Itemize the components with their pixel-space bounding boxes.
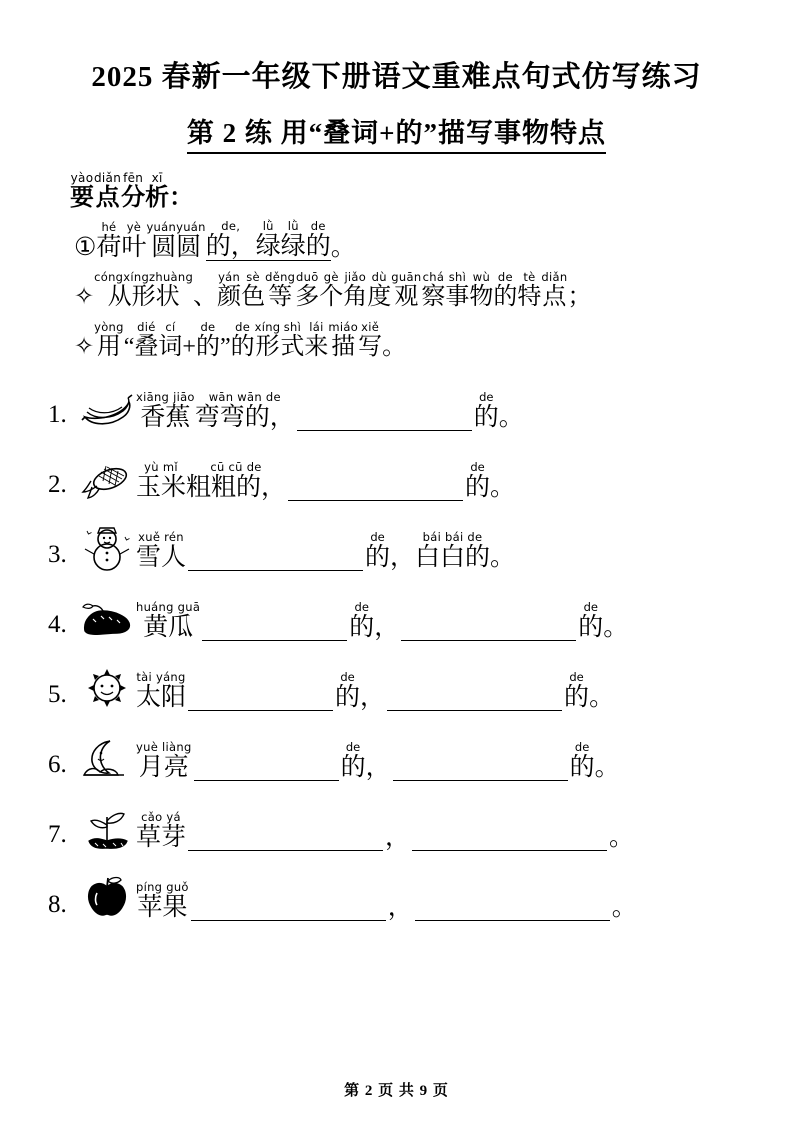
given-phrase: wān wān de 弯弯的， xyxy=(194,390,295,431)
list-item xyxy=(48,865,745,921)
de-particle: de 的 xyxy=(473,390,499,431)
pinyin-char: de, 的， xyxy=(205,219,256,260)
pinyin-char: diǎn 点 xyxy=(94,171,122,211)
answer-blank[interactable] xyxy=(188,544,363,571)
bullet-marker: ✧ xyxy=(74,334,95,360)
answer-blank[interactable] xyxy=(387,684,562,711)
given-phrase: cū cū de 粗粗的， xyxy=(186,460,287,501)
item-content xyxy=(136,671,745,711)
answer-blank[interactable] xyxy=(393,754,568,781)
pinyin-char: yán 颜 xyxy=(217,270,242,310)
page-footer: 第 2 页 共 9 页 xyxy=(344,1083,449,1099)
heading-colon: ： xyxy=(169,185,194,211)
de-particle: de 的 xyxy=(340,740,366,781)
list-item xyxy=(48,655,745,711)
mid-punct: ， xyxy=(374,614,400,641)
pinyin-word: tài yáng 太阳 xyxy=(136,670,187,711)
subtitle-wrapper xyxy=(48,111,745,154)
list-item xyxy=(48,375,745,431)
mid-punct: ， xyxy=(360,684,386,711)
item-content xyxy=(136,811,745,851)
given-phrase: bái bái de ，白白的。 xyxy=(390,530,516,571)
pinyin-char: shì 式 xyxy=(280,320,305,360)
moon-icon xyxy=(78,729,136,781)
answer-blank[interactable] xyxy=(288,474,463,501)
answer-blank[interactable] xyxy=(415,894,610,921)
de-particle: de 的 xyxy=(465,460,491,501)
list-item xyxy=(48,585,745,641)
pinyin-word: yù mǐ 玉米 xyxy=(136,460,187,501)
example-number: ① xyxy=(74,234,97,261)
pinyin-char: xíng 形 xyxy=(254,320,281,360)
pinyin-char: tè 特 xyxy=(517,270,542,310)
key-point-bullet-1: ✧ cóngxíngzhuàng 从形状 、 yán 颜 sè 色 děng 等 duō 多 gè 个 jiǎo 角 dù 度 guān 观 chá 察 shì 事 wù 物 de 的 tè 特 diǎn 点 ； xyxy=(74,270,592,310)
pinyin-char: xī 析 xyxy=(145,171,170,211)
answer-blank[interactable] xyxy=(202,614,347,641)
pinyin-char: děng 等 xyxy=(265,270,296,310)
answer-blank[interactable] xyxy=(188,824,383,851)
item-number: 7. xyxy=(48,821,67,848)
end-punct: 。 xyxy=(498,404,524,431)
list-item xyxy=(48,515,745,571)
answer-blank[interactable] xyxy=(412,824,607,851)
end-punct: 。 xyxy=(589,684,615,711)
snowman-icon xyxy=(78,519,136,571)
pinyin-char: de 的 xyxy=(195,320,220,360)
de-particle: de 的 xyxy=(349,600,375,641)
de-particle: de 的 xyxy=(365,530,391,571)
item-number: 2. xyxy=(48,471,67,498)
pinyin-word: xiāng jiāo 香蕉 xyxy=(136,390,195,431)
answer-blank[interactable] xyxy=(401,614,576,641)
list-item xyxy=(48,725,745,781)
pinyin-char: fēn 分 xyxy=(121,171,146,211)
item-content xyxy=(136,391,745,431)
exercise-list xyxy=(48,375,745,921)
end-punct: 。 xyxy=(490,474,516,501)
pinyin-char: cí 词 xyxy=(158,320,183,360)
answer-blank[interactable] xyxy=(297,404,472,431)
pinyin-char: sè 色 xyxy=(241,270,266,310)
pinyin-char: lǜ 绿 xyxy=(280,219,306,260)
pinyin-char: yòng 用 xyxy=(94,320,124,360)
pinyin-char: yè 叶 xyxy=(121,220,147,261)
answer-blank[interactable] xyxy=(191,894,386,921)
pinyin-char: hé 荷 xyxy=(96,220,122,261)
answer-blank[interactable] xyxy=(188,684,333,711)
item-number: 3. xyxy=(48,541,67,568)
pinyin-char: yào 要 xyxy=(70,171,94,211)
pinyin-word: píng guǒ 苹果 xyxy=(136,880,189,921)
item-number: 5. xyxy=(48,681,67,708)
list-item xyxy=(48,795,745,851)
example-line xyxy=(74,220,745,261)
item-number: 8. xyxy=(48,891,67,918)
pinyin-char: de 的 xyxy=(230,320,255,360)
end-punct: 。 xyxy=(594,754,620,781)
corn-icon xyxy=(78,449,136,501)
mid-punct: ， xyxy=(385,824,411,851)
pinyin-char: gè 个 xyxy=(319,270,344,310)
pinyin-char: dié 叠 xyxy=(134,320,159,360)
pinyin-word: huáng guā 黄瓜 xyxy=(136,600,201,641)
banana-icon xyxy=(78,379,136,431)
mid-punct: ， xyxy=(365,754,391,781)
answer-blank[interactable] xyxy=(194,754,339,781)
key-points-heading xyxy=(70,172,745,212)
pinyin-char: xiě 写 xyxy=(358,320,383,360)
pinyin-char: wù 物 xyxy=(469,270,494,310)
pinyin-char: lǜ 绿 xyxy=(255,219,281,260)
pinyin-char: chá 察 xyxy=(421,270,446,310)
apple-icon xyxy=(78,869,136,921)
item-content xyxy=(136,881,745,921)
key-point-bullet-2: ✧ yòng 用 “ dié 叠 cí 词 + de 的 ” de 的 xíng 形 shì 式 lái 来 miáo 描 xiě 写 。 xyxy=(74,320,407,360)
sprout-icon xyxy=(78,799,136,851)
sun-icon xyxy=(78,659,136,711)
lesson-subtitle: 第 2 练 用“叠词+的”描写事物特点 xyxy=(187,111,606,154)
example-period: 。 xyxy=(330,234,356,261)
cucumber-icon xyxy=(78,589,136,641)
pinyin-char: lái 来 xyxy=(304,320,329,360)
item-content xyxy=(136,601,745,641)
item-number: 4. xyxy=(48,611,67,638)
item-content xyxy=(136,741,745,781)
pinyin-char: de 的 xyxy=(305,219,331,260)
pinyin-char: duō 多 xyxy=(295,270,320,310)
pinyin-char: shì 事 xyxy=(445,270,470,310)
pinyin-char: jiǎo 角 xyxy=(343,270,368,310)
end-punct: 。 xyxy=(609,824,635,851)
bullet-marker: ✧ xyxy=(74,284,95,310)
pinyin-char: cóngxíngzhuàng 从形状 xyxy=(94,270,194,310)
item-content xyxy=(136,531,745,571)
item-content xyxy=(136,461,745,501)
item-number: 1. xyxy=(48,401,67,428)
de-particle: de 的 xyxy=(335,670,361,711)
de-particle: de 的 xyxy=(578,600,604,641)
pinyin-word: xuě rén 雪人 xyxy=(136,530,187,571)
end-punct: 。 xyxy=(611,894,637,921)
de-particle: de 的 xyxy=(564,670,590,711)
mid-punct: ， xyxy=(387,894,413,921)
item-number: 6. xyxy=(48,751,67,778)
pinyin-word: cǎo yá 草芽 xyxy=(136,810,187,851)
pinyin-char: diǎn 点 xyxy=(541,270,568,310)
pinyin-char: miáo 描 xyxy=(328,320,359,360)
pinyin-char: de 的 xyxy=(493,270,518,310)
pinyin-char: yuányuán 圆圆 xyxy=(146,220,206,261)
page-title: 2025 春新一年级下册语文重难点句式仿写练习 xyxy=(91,61,702,93)
end-punct: 。 xyxy=(603,614,629,641)
pinyin-word: yuè liàng 月亮 xyxy=(136,740,192,781)
list-item xyxy=(48,445,745,501)
pinyin-char: guān 观 xyxy=(391,270,422,310)
pinyin-char: dù 度 xyxy=(367,270,392,310)
de-particle: de 的 xyxy=(569,740,595,781)
